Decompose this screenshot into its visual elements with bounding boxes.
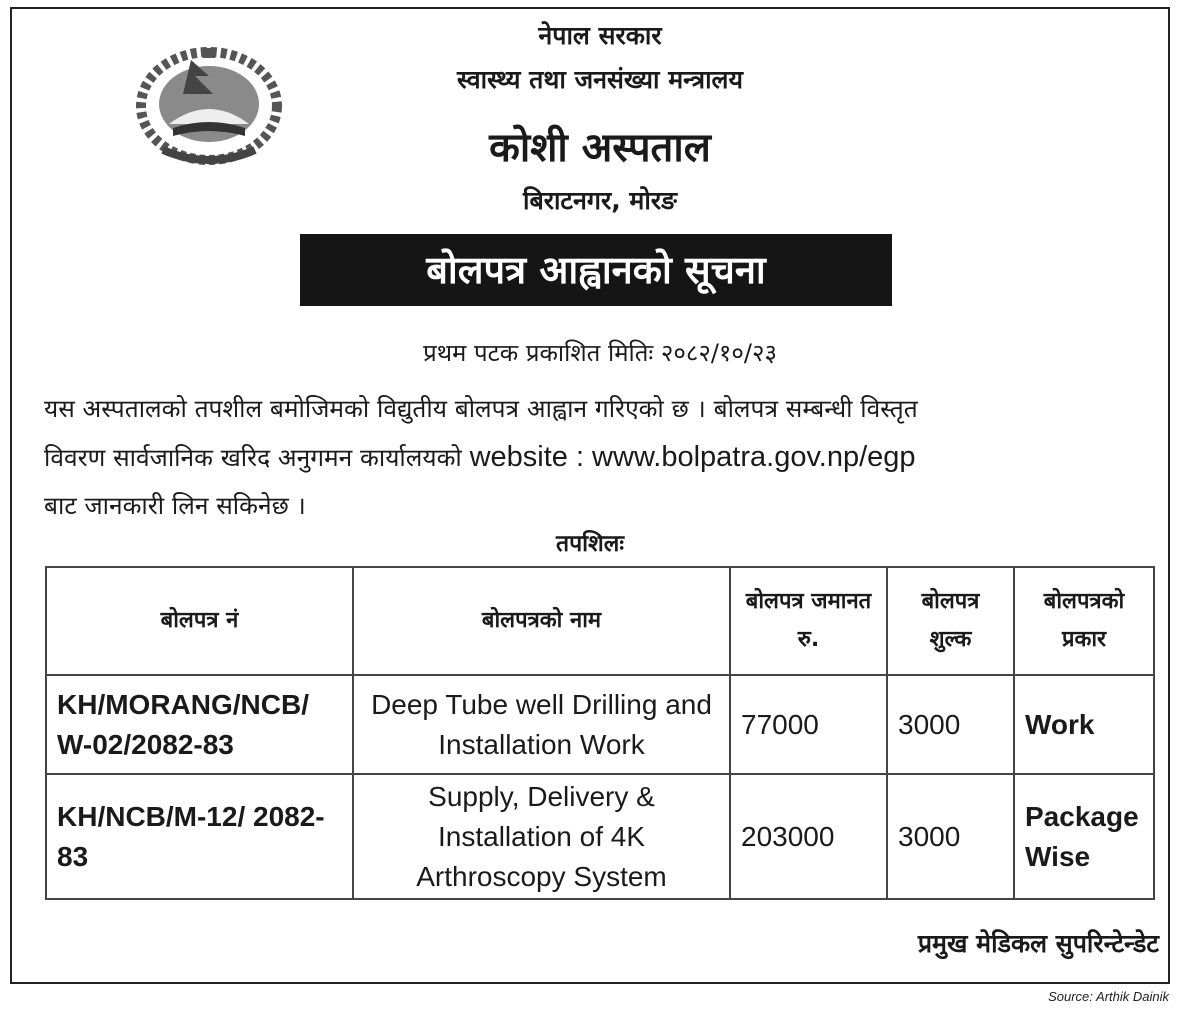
signature-title: प्रमुख मेडिकल सुपरिन्टेन्डेट (917, 929, 1159, 958)
table-header-row (46, 567, 1154, 675)
table-row (46, 675, 1154, 774)
bid-security: 203000 (730, 774, 887, 899)
header-tender-name: बोलपत्रको नाम (353, 567, 730, 675)
tender-table (45, 566, 1155, 900)
published-date: प्रथम पटक प्रकाशित मितिः २०८२/१०/२३ (423, 339, 777, 367)
header-tender-number: बोलपत्र नं (46, 567, 353, 675)
header-tender-type: बोलपत्रको प्रकार (1014, 567, 1154, 675)
tender-number: KH/NCB/M-12/ 2082-83 (46, 774, 353, 899)
source-credit: Source: Arthik Dainik (1048, 989, 1169, 1004)
body-line-2-text: विवरण सार्वजानिक खरिद अनुगमन कार्यालयको (44, 443, 462, 472)
tender-name: Deep Tube well Drilling and Installation Work (353, 675, 730, 774)
schedule-label: तपशिलः (555, 531, 624, 557)
notice-title-banner: बोलपत्र आह्वानको सूचना (300, 234, 892, 306)
hospital-name: कोशी अस्पताल (489, 125, 711, 171)
body-line-3: बाट जानकारी लिन सकिनेछ । (44, 491, 306, 520)
bid-security: 77000 (730, 675, 887, 774)
table-row (46, 774, 1154, 899)
body-line-2 (44, 433, 1160, 482)
government-name: नेपाल सरकार (538, 21, 662, 50)
bid-fee: 3000 (887, 774, 1014, 899)
bid-fee: 3000 (887, 675, 1014, 774)
hospital-location: बिराटनगर, मोरङ (522, 186, 677, 215)
tender-name: Supply, Delivery & Installation of 4K Arthroscopy System (353, 774, 730, 899)
ministry-name: स्वास्थ्य तथा जनसंख्या मन्त्रालय (456, 65, 743, 94)
tender-number: KH/MORANG/NCB/ W-02/2082-83 (46, 675, 353, 774)
header-bid-security: बोलपत्र जमानत रु. (730, 567, 887, 675)
website-link[interactable]: website : www.bolpatra.gov.np/egp (469, 441, 916, 473)
notice-body (44, 385, 1160, 530)
header-bid-fee: बोलपत्र शुल्क (887, 567, 1014, 675)
tender-type: Work (1014, 675, 1154, 774)
tender-type: Package Wise (1014, 774, 1154, 899)
body-line-1: यस अस्पतालको तपशील बमोजिमको विद्युतीय बोलपत्र आह्वान गरिएको छ । बोलपत्र सम्बन्धी विस्तृत (44, 394, 918, 423)
nepal-government-emblem (133, 42, 285, 170)
